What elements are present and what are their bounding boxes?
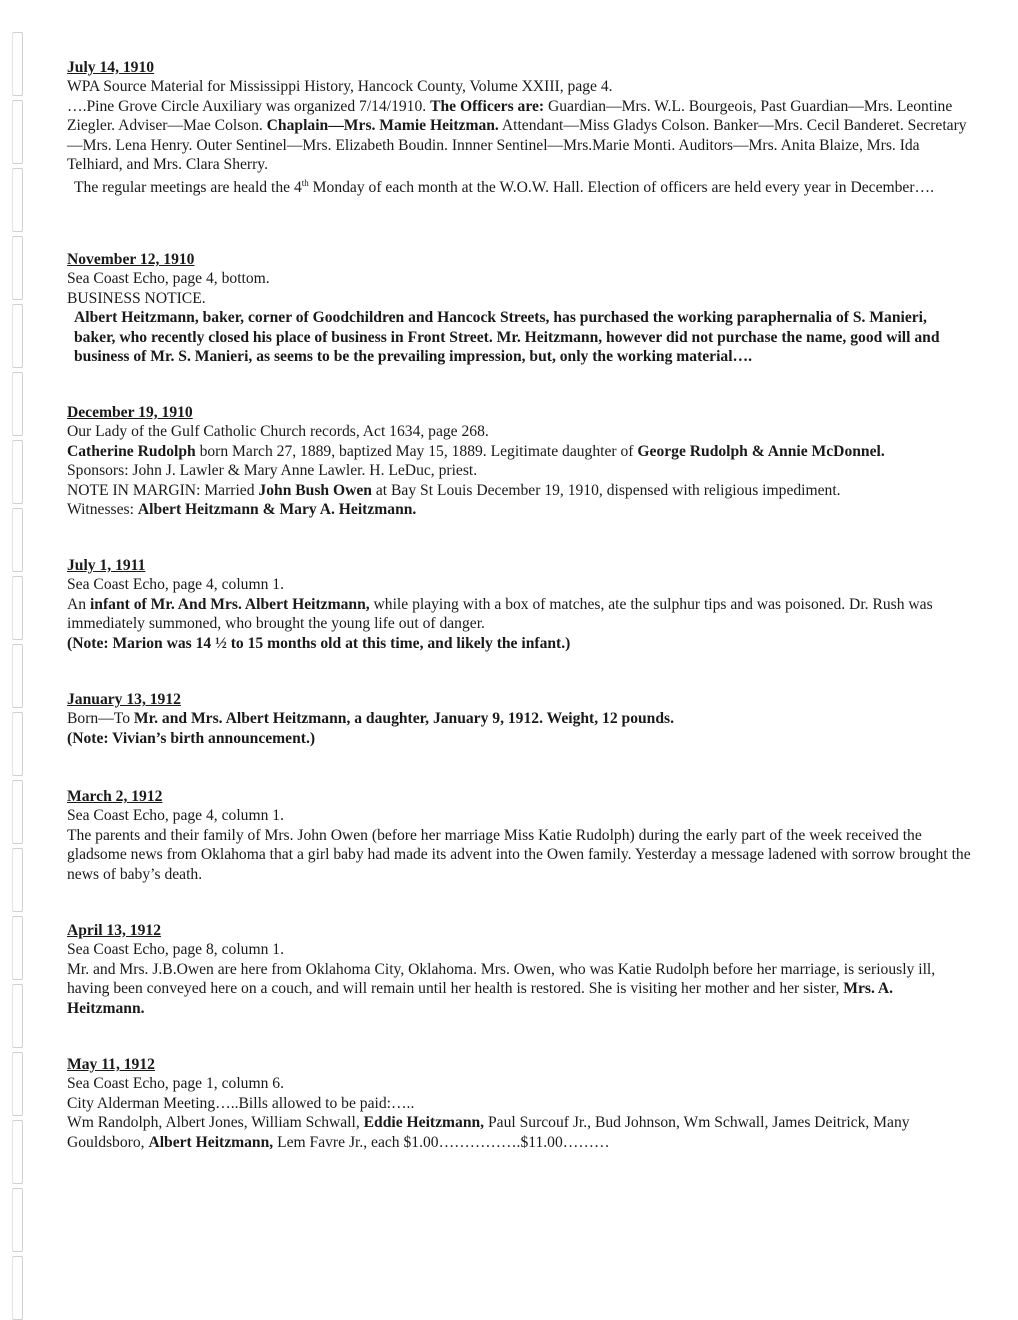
entry-heading: BUSINESS NOTICE.: [67, 289, 206, 307]
binder-hole: [12, 644, 23, 708]
entry-body: City Alderman Meeting…..Bills allowed to be paid:…..: [67, 1094, 415, 1112]
binder-hole: [12, 1120, 23, 1184]
text-run: An: [67, 595, 90, 613]
text-run: Paul Surcouf Jr., Bud Johnson, Wm Schwall, James Deitrick, Many Gouldsboro,: [67, 1114, 910, 1151]
entry-source: Sea Coast Echo, page 4, column 1.: [67, 807, 284, 825]
entry-source: Sea Coast Echo, page 4, bottom.: [67, 270, 270, 288]
text-run: Mr. and Mrs. J.B.Owen are here from Oklahoma City, Oklahoma. Mrs. Owen, who was Katie Rudolph before her marriage, is seriously ill, having been conveyed here on a couch, and will remain until her health is restored. She is visiting her mother and her sister,: [67, 960, 936, 998]
text-run: ….Pine Grove Circle Auxiliary was organized 7/14/1910.: [67, 97, 431, 115]
entry-body: [67, 97, 972, 175]
binder-hole: [12, 304, 23, 368]
binder-hole: [12, 576, 23, 640]
entry-source: Our Lady of the Gulf Catholic Church records, Act 1634, page 268.: [67, 423, 489, 441]
text-run: Guardian—Mrs. W.L. Bourgeois, Past Guardian—Mrs. Leontine Ziegler. Adviser—Mae Colson.: [67, 97, 953, 135]
entry-date: March 2, 1912: [67, 788, 163, 805]
entry-date: December 19, 1910: [67, 404, 193, 421]
superscript: th: [301, 178, 309, 189]
text-run-bold: George Rudolph & Annie McDonnel.: [637, 442, 885, 460]
entry-november-12-1910: [67, 250, 972, 366]
entry-body: Albert Heitzmann, baker, corner of Goodchildren and Hancock Streets, has purchased the working paraphernalia of S. Manieri, baker, who recently closed his place of business in Front Street. Mr. Heitzmann, however did not purchase the name, good will and business of Mr. S. Manieri, as seems to be the prevailing impression, but, only the working material….: [74, 309, 940, 366]
entry-date: July 14, 1910: [67, 59, 155, 76]
entry-body: [67, 481, 972, 500]
entry-april-13-1912: [67, 921, 972, 1018]
entry-date: May 11, 1912: [67, 1056, 155, 1073]
text-run-bold: infant of Mr. And Mrs. Albert Heitzmann,: [89, 595, 370, 613]
text-run: born March 27, 1889, baptized May 15, 1889. Legitimate daughter of: [195, 442, 638, 460]
binder-hole: [12, 984, 23, 1048]
entry-date: April 13, 1912: [67, 922, 161, 939]
entry-date: January 13, 1912: [67, 691, 181, 708]
entry-body: [67, 595, 972, 634]
text-run: Wm Randolph, Albert Jones, William Schwall,: [67, 1114, 364, 1132]
entry-source: Sea Coast Echo, page 8, column 1.: [67, 941, 284, 959]
text-run: Attendant—Miss Gladys Colson. Banker—Mrs. Cecil Banderet. Secretary—Mrs. Lena Henry. Outer Sentinel—Mrs. Elizabeth Boudin. Innner Sentinel—Mrs.Marie Monti. Auditors—Mrs. Anita Blaize, Mrs. Ida Telhiard, and Mrs. Clara Sherry.: [67, 117, 967, 174]
binder-hole: [12, 372, 23, 436]
text-run-bold: The Officers are:: [430, 97, 545, 115]
entry-body: The parents and their family of Mrs. John Owen (before her marriage Miss Katie Rudolph) during the early part of the week received the gladsome news from Oklahoma that a girl baby had made its advent into the Owen family. Yesterday a message ladened with sorrow brought the news of baby’s death.: [67, 826, 971, 883]
entry-body: [67, 960, 972, 1018]
text-run-bold: Eddie Heitzmann,: [363, 1114, 485, 1132]
text-run-bold: Albert Heitzmann & Mary A. Heitzmann.: [137, 501, 417, 519]
binder-hole: [12, 32, 23, 96]
binder-hole: [12, 780, 23, 844]
text-run: at Bay St Louis December 19, 1910, dispensed with religious impediment.: [371, 481, 841, 499]
binder-hole: [12, 508, 23, 572]
text-run-bold: Catherine Rudolph: [67, 442, 196, 460]
binder-hole: [12, 100, 23, 164]
entry-body: [67, 709, 972, 728]
entry-body: [67, 442, 972, 461]
text-run: Witnesses:: [67, 501, 138, 519]
entry-body: [67, 174, 972, 198]
entry-source: WPA Source Material for Mississippi History, Hancock County, Volume XXIII, page 4.: [67, 78, 613, 96]
binder-hole: [12, 440, 23, 504]
binder-hole: [12, 916, 23, 980]
binder-hole: [12, 236, 23, 300]
entry-source: Sea Coast Echo, page 1, column 6.: [67, 1075, 284, 1093]
text-run-bold: Mrs. A. Heitzmann.: [67, 980, 894, 1017]
binder-hole: [12, 1052, 23, 1116]
entry-body: [67, 500, 972, 519]
entry-note: (Note: Marion was 14 ½ to 15 months old at this time, and likely the infant.): [67, 634, 571, 652]
entry-december-19-1910: [67, 403, 972, 519]
entry-march-2-1912: [67, 787, 972, 884]
binder-hole: [12, 168, 23, 232]
entry-date: November 12, 1910: [67, 251, 195, 268]
binder-hole: [12, 1188, 23, 1252]
entry-july-1-1911: [67, 556, 972, 653]
binder-hole: [12, 848, 23, 912]
text-run: Monday of each month at the W.O.W. Hall. Election of officers are held every year in December….: [308, 179, 935, 197]
text-run-bold: John Bush Owen: [258, 481, 372, 499]
entry-january-13-1912: [67, 690, 972, 748]
entry-body: [67, 1113, 972, 1152]
binder-hole: [12, 712, 23, 776]
entry-note: (Note: Vivian’s birth announcement.): [67, 729, 316, 747]
binder-holes: [0, 0, 40, 1315]
text-run-bold: Chaplain—Mrs. Mamie Heitzman.: [266, 117, 499, 135]
text-run-bold: Mr. and Mrs. Albert Heitzmann, a daughter, January 9, 1912. Weight, 12 pounds.: [133, 710, 674, 728]
binder-hole: [12, 1256, 23, 1320]
text-run-bold: Albert Heitzmann,: [148, 1133, 274, 1151]
text-run: Lem Favre Jr., each $1.00…………….$11.00………: [273, 1133, 610, 1151]
entry-may-11-1912: [67, 1055, 972, 1152]
text-run: while playing with a box of matches, ate the sulphur tips and was poisoned. Dr. Rush was immediately summoned, who brought the young life out of danger.: [67, 595, 933, 633]
text-run: NOTE IN MARGIN: Married: [67, 481, 259, 499]
entry-july-14-1910: [67, 58, 972, 198]
text-run: The regular meetings are heald the 4: [74, 179, 302, 197]
entry-date: July 1, 1911: [67, 557, 146, 574]
entry-source: Sea Coast Echo, page 4, column 1.: [67, 576, 284, 594]
entry-body: Sponsors: John J. Lawler & Mary Anne Lawler. H. LeDuc, priest.: [67, 462, 478, 480]
text-run: Born—To: [67, 710, 134, 728]
